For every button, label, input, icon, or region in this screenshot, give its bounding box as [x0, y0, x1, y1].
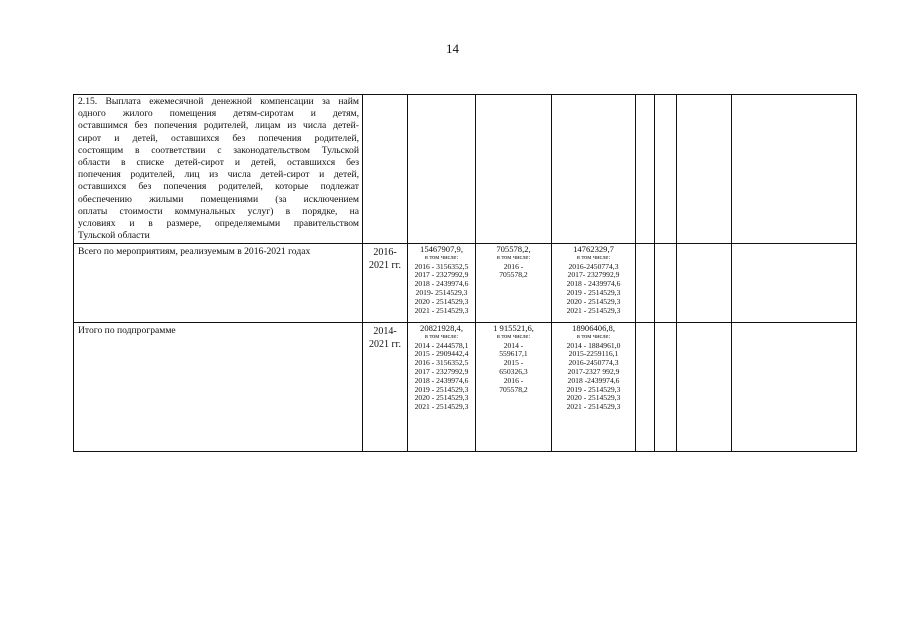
- measure-line: оставшихся без попечения родителей, которые подлежат: [78, 181, 359, 193]
- regional-cell: [552, 95, 636, 244]
- empty-cell: [732, 323, 857, 452]
- year-amount: 2019- 2514529,3: [415, 287, 468, 297]
- including-label: в том числе:: [576, 253, 611, 261]
- empty-cell: [636, 95, 655, 244]
- year-label: 2015 -: [503, 358, 524, 368]
- including-label: в том числе:: [424, 332, 459, 340]
- measure-line: сирот и детей, оставшихся без попечения родителей,: [78, 132, 359, 144]
- amount-total: 705578,2,: [496, 244, 531, 254]
- year-amount: 2020 - 2514529,3: [414, 296, 469, 306]
- year-label: 2016 -: [503, 261, 524, 271]
- year-amount: 2015-2259116,1: [568, 349, 619, 359]
- total-cell: [408, 95, 476, 244]
- empty-cell: [677, 244, 732, 323]
- year-amount: 2016 - 3156352,5: [414, 261, 469, 271]
- year-amount: 2019 - 2514529,3: [566, 384, 621, 394]
- year-amount: 2014 - 2444578,1: [414, 340, 469, 350]
- empty-cell: [655, 323, 677, 452]
- measure-description: [74, 95, 363, 244]
- program-table: [73, 94, 857, 452]
- federal-cell: [476, 244, 552, 323]
- year-amount: 2020 - 2514529,3: [566, 296, 621, 306]
- year-amount: 2021 - 2514529,3: [566, 305, 621, 315]
- measure-line: условиях и в размере, определяемыми правительством: [78, 218, 359, 230]
- empty-cell: [655, 95, 677, 244]
- federal-cell: [476, 323, 552, 452]
- year-amount: 2014 - 1884961,0: [566, 340, 621, 350]
- year-amount: 2020 - 2514529,3: [414, 393, 469, 403]
- empty-cell: [677, 323, 732, 452]
- year-amount: 705578,2: [499, 384, 528, 394]
- amount-total: 20821928,4,: [420, 323, 463, 333]
- period-start: 2014-: [373, 326, 397, 337]
- page-number: 14: [446, 41, 459, 56]
- year-amount: 2018 - 2439974,6: [414, 375, 469, 385]
- including-label: в том числе:: [424, 253, 459, 261]
- including-label: в том числе:: [496, 253, 531, 261]
- year-amount: 2017 - 2327992,9: [414, 270, 469, 280]
- measure-line: оплаты стоимости коммунальных услуг) в порядке, на: [78, 205, 359, 217]
- year-amount: 2015 - 2909442,4: [414, 349, 469, 359]
- amount-total: 1 915521,6,: [493, 323, 534, 333]
- empty-cell: [732, 95, 857, 244]
- measure-line: попечения родителей, лиц из числа детей-сирот и детей,: [78, 169, 359, 181]
- empty-cell: [677, 95, 732, 244]
- empty-cell: [636, 323, 655, 452]
- period-cell: [363, 244, 408, 323]
- measure-line: обеспечению жилыми помещениями (за исключением: [78, 193, 359, 205]
- regional-cell: [552, 244, 636, 323]
- year-amount: 2021 - 2514529,3: [414, 402, 469, 412]
- year-amount: 2019 - 2514529,3: [414, 384, 469, 394]
- year-amount: 2017- 2327992,9: [567, 270, 620, 280]
- year-amount: 2019 - 2514529,3: [566, 287, 621, 297]
- year-amount: 2018 - 2439974,6: [414, 279, 469, 289]
- year-amount: 2018 -2439974,6: [567, 375, 620, 385]
- amount-total: 14762329,7: [573, 244, 614, 254]
- measure-line: области в списке детей-сирот и детей, оставшихся без: [78, 157, 359, 169]
- year-amount: 705578,2: [499, 270, 528, 280]
- row-title: Всего по мероприятиям, реализуемым в 2016-2021 годах: [74, 244, 363, 323]
- period-cell: [363, 95, 408, 244]
- including-label: в том числе:: [576, 332, 611, 340]
- measure-line: оставшимся без попечения родителей, лицам из числа детей-: [78, 120, 359, 132]
- regional-cell: [552, 323, 636, 452]
- amount-total: 18906406,8,: [572, 323, 615, 333]
- amount-total: 15467907,9,: [420, 244, 463, 254]
- measure-line: одного жилого помещения детям-сиротам и детям,: [78, 108, 359, 120]
- year-amount: 2016-2450774,3: [568, 358, 619, 368]
- row-title: Итого по подпрограмме: [74, 323, 363, 452]
- measure-line: 2.15. Выплата ежемесячной денежной компенсации за найм: [78, 96, 359, 107]
- total-measures-row: [74, 244, 857, 323]
- empty-cell: [636, 244, 655, 323]
- empty-cell: [655, 244, 677, 323]
- measure-line: Тульской области: [78, 230, 150, 242]
- period-end: 2021 гг.: [368, 260, 402, 271]
- year-label: 2014 -: [503, 340, 524, 350]
- year-amount: 2021 - 2514529,3: [566, 402, 621, 412]
- period-start: 2016-: [373, 247, 397, 258]
- year-amount: 2018 - 2439974,6: [566, 279, 621, 289]
- year-amount: 559617,1: [499, 349, 528, 359]
- year-amount: 2016-2450774,3: [568, 261, 619, 271]
- year-amount: 2021 - 2514529,3: [414, 305, 469, 315]
- period-cell: [363, 323, 408, 452]
- period-end: 2021 гг.: [368, 339, 402, 350]
- total-cell: [408, 323, 476, 452]
- year-label: 2016 -: [503, 375, 524, 385]
- empty-cell: [732, 244, 857, 323]
- year-amount: 2016 - 3156352,5: [414, 358, 469, 368]
- subprogram-total-row: [74, 323, 857, 452]
- year-amount: 2017 - 2327992,9: [414, 366, 469, 376]
- measure-row: [74, 95, 857, 244]
- total-cell: [408, 244, 476, 323]
- measure-line: состоящим в соответствии с законодательством Тульской: [78, 144, 359, 156]
- year-amount: 2017-2327 992,9: [567, 366, 620, 376]
- including-label: в том числе:: [496, 332, 531, 340]
- year-amount: 650326,3: [499, 366, 528, 376]
- year-amount: 2020 - 2514529,3: [566, 393, 621, 403]
- federal-cell: [476, 95, 552, 244]
